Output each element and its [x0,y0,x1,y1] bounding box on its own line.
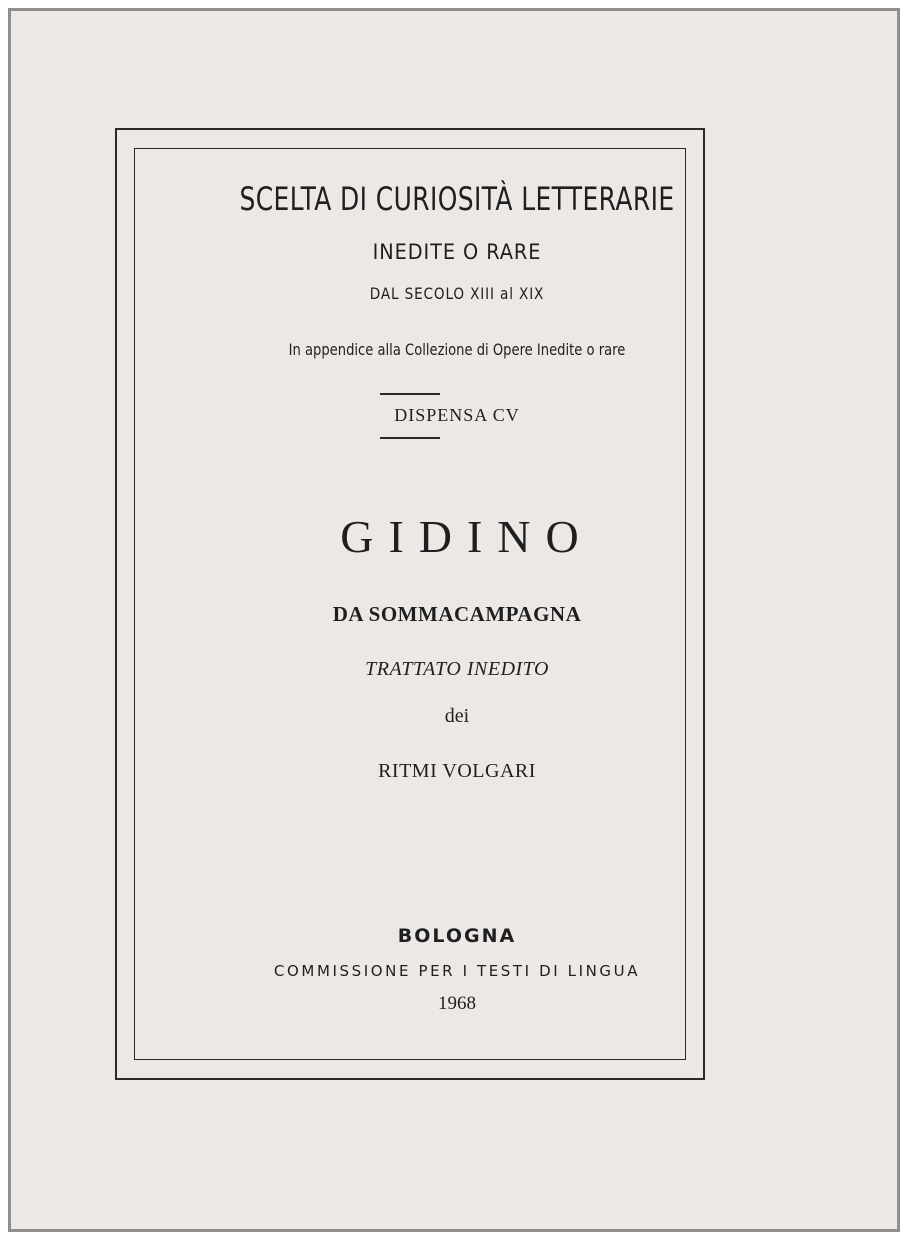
work-connector: dei [444,705,470,727]
work-title: TRATTATO INEDITO [365,658,549,680]
imprint-city: BOLOGNA [397,925,517,947]
series-period: DAL SECOLO XIII al XIX [369,284,545,303]
series-title: SCELTA DI CURIOSITÀ LETTERARIE [239,180,675,218]
series-subtitle: INEDITE O RARE [372,240,542,264]
work-subject: RITMI VOLGARI [378,760,536,782]
divider-rule-bottom [380,437,440,439]
imprint-year: 1968 [438,993,476,1014]
divider-rule-top [380,393,440,395]
author-name: GIDINO [340,511,594,562]
series-appendix-note: In appendice alla Collezione di Opere Inedite o rare [288,340,626,359]
imprint-publisher: COMMISSIONE PER I TESTI DI LINGUA [273,962,641,980]
author-place: DA SOMMACAMPAGNA [332,602,582,626]
dispensa-number: DISPENSA CV [394,405,520,425]
